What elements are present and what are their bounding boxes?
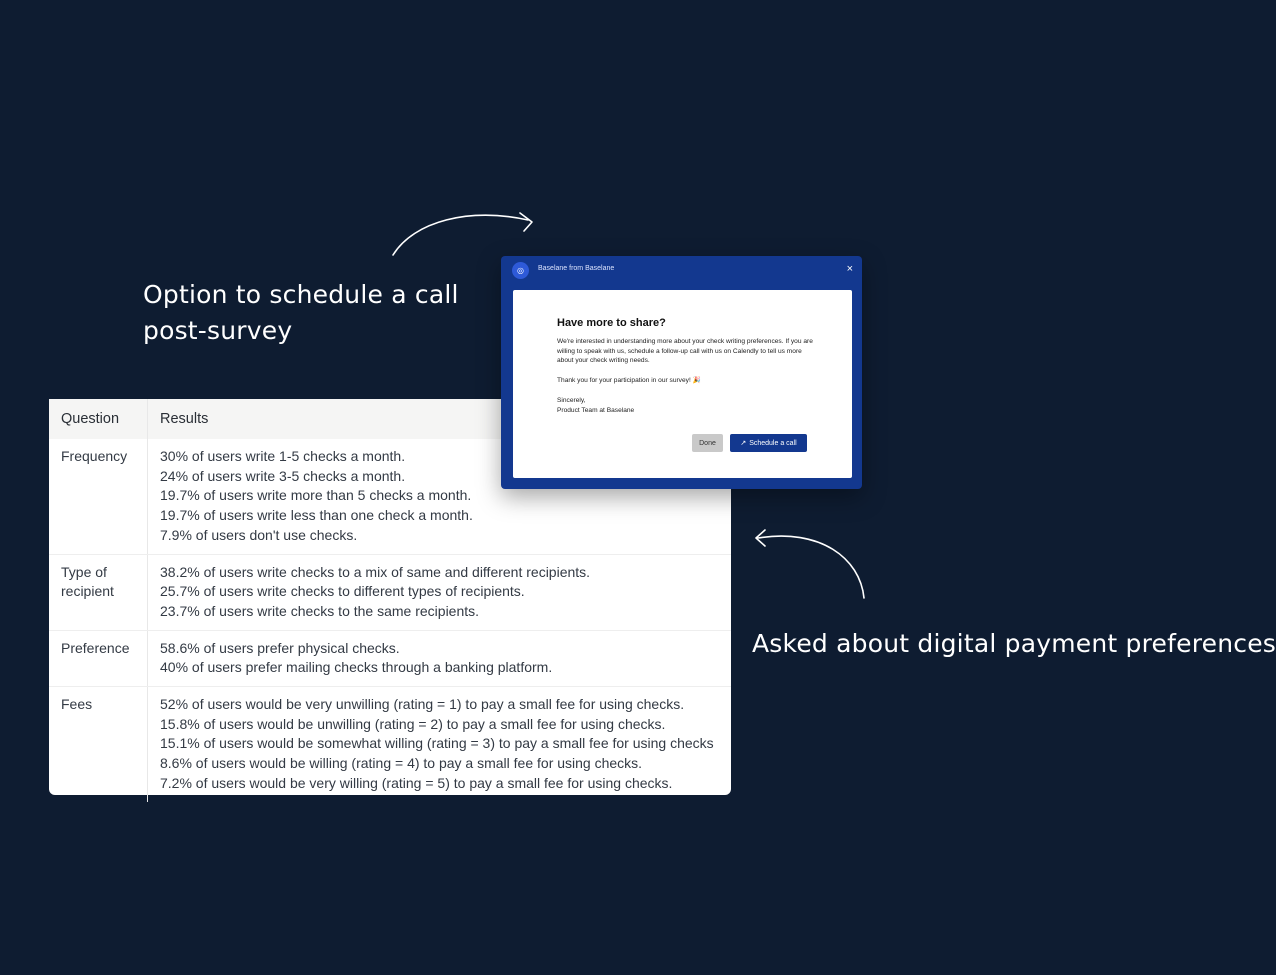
modal-signoff xyxy=(557,396,815,415)
column-header-results: Results xyxy=(148,399,732,439)
caption-digital-payment: Asked about digital payment preferences xyxy=(752,629,1276,658)
close-icon[interactable]: × xyxy=(846,263,853,275)
modal-paragraph: We're interested in understanding more about your check writing preferences. If you are willing to speak with us, schedule a follow-up call with us on Calendly to tell us more about your check writing needs. xyxy=(557,338,813,365)
result-line: 40% of users prefer mailing checks through a banking platform. xyxy=(160,659,553,676)
question-cell: Preference xyxy=(49,630,148,686)
modal-signoff-line: Sincerely, xyxy=(557,397,586,404)
results-cell xyxy=(148,554,732,630)
modal-thanks: Thank you for your participation in our survey! 🎉 xyxy=(557,377,701,384)
question-cell: Type of recipient xyxy=(49,554,148,630)
curved-arrow-top-icon xyxy=(388,206,540,262)
schedule-call-label: Schedule a call xyxy=(749,440,797,447)
results-cell xyxy=(148,630,732,686)
result-line: 8.6% of users would be willing (rating = 4) to pay a small fee for using checks. xyxy=(160,755,643,772)
result-line: 23.7% of users write checks to the same recipients. xyxy=(160,602,480,619)
result-line: 38.2% of users write checks to a mix of same and different recipients. xyxy=(160,563,591,580)
result-line: 7.2% of users would be very willing (rating = 5) to pay a small fee for using checks. xyxy=(160,774,673,791)
result-line: 58.6% of users prefer physical checks. xyxy=(160,639,400,656)
modal-body xyxy=(513,290,852,478)
result-line: 52% of users would be very unwilling (rating = 1) to pay a small fee for using checks. xyxy=(160,696,685,713)
baselane-logo-icon: ◎ xyxy=(512,262,529,279)
modal-header xyxy=(501,256,862,286)
external-link-icon: ↗ xyxy=(740,440,747,447)
result-line: 15.8% of users would be unwilling (rating = 2) to pay a small fee for using checks. xyxy=(160,715,666,732)
result-line: 19.7% of users write more than 5 checks a month. xyxy=(160,487,472,504)
result-line: 7.9% of users don't use checks. xyxy=(160,526,358,543)
table-row xyxy=(49,630,731,686)
question-cell: Fees xyxy=(49,687,148,802)
modal-header-title: Baselane from Baselane xyxy=(538,265,615,272)
result-line: 24% of users write 3-5 checks a month. xyxy=(160,467,406,484)
survey-followup-modal xyxy=(501,256,862,489)
column-header-question: Question xyxy=(49,399,148,439)
results-cell xyxy=(148,687,732,802)
result-line: 30% of users write 1-5 checks a month. xyxy=(160,448,406,464)
table-row xyxy=(49,687,731,802)
modal-signature: Product Team at Baselane xyxy=(557,406,635,414)
modal-heading: Have more to share? xyxy=(557,317,666,329)
done-button[interactable]: Done xyxy=(692,434,723,452)
curved-arrow-right-icon xyxy=(748,528,872,604)
caption-schedule-call: Option to schedule a call post-survey xyxy=(143,280,459,345)
schedule-call-button[interactable] xyxy=(730,434,807,452)
table-row xyxy=(49,554,731,630)
question-cell: Frequency xyxy=(49,439,148,554)
result-line: 19.7% of users write less than one check a month. xyxy=(160,507,473,524)
result-line: 25.7% of users write checks to different types of recipients. xyxy=(160,583,525,600)
result-line: 15.1% of users would be somewhat willing (rating = 3) to pay a small fee for using checks xyxy=(160,735,714,752)
